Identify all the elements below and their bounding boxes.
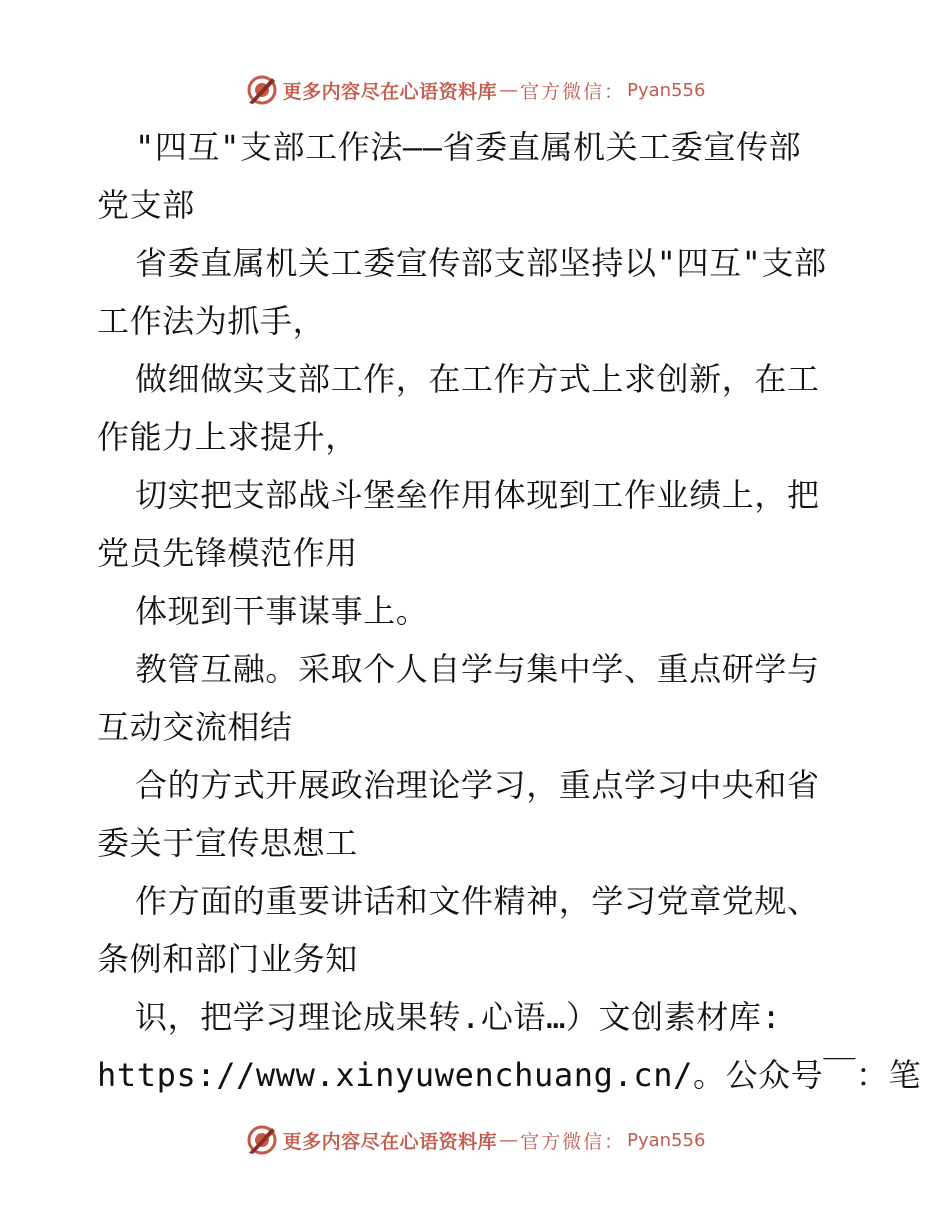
body-text-line: 体现到干事谋事上。 bbox=[135, 592, 429, 630]
body-text-line: 党支部 bbox=[97, 186, 195, 224]
body-text-line: 互动交流相结 bbox=[97, 708, 293, 746]
body-text-line: 切实把支部战斗堡垒作用体现到工作业绩上，把 bbox=[135, 476, 820, 514]
watermark-separator: — bbox=[499, 79, 519, 101]
body-text-line: https://www.xinyuwenchuang.cn/。公众号￣：笔 bbox=[97, 1056, 922, 1094]
watermark-wechat-id: Pyan556 bbox=[627, 79, 706, 101]
body-text-line: 合的方式开展政治理论学习，重点学习中央和省 bbox=[135, 766, 820, 804]
body-text-line: 作方面的重要讲话和文件精神，学习党章党规、 bbox=[135, 882, 820, 920]
watermark-main-text: 更多内容尽在心语资料库 bbox=[282, 1130, 498, 1153]
body-text-line: 识，把学习理论成果转.心语…）文创素材库: bbox=[135, 998, 782, 1036]
body-text-line: 教管互融。采取个人自学与集中学、重点研学与 bbox=[135, 650, 820, 688]
watermark-separator: — bbox=[499, 1129, 519, 1151]
watermark-wechat-label: 官方微信： bbox=[520, 80, 626, 103]
watermark-wechat-label: 官方微信： bbox=[520, 1130, 626, 1153]
quill-seal-icon bbox=[245, 1123, 279, 1157]
body-text-line: 做细做实支部工作，在工作方式上求创新，在工 bbox=[135, 360, 820, 398]
footer-watermark bbox=[0, 1120, 950, 1160]
body-text-line: 省委直属机关工委宣传部支部坚持以"四互"支部 bbox=[135, 244, 827, 282]
watermark-wechat-id: Pyan556 bbox=[627, 1129, 706, 1151]
document-body bbox=[97, 118, 922, 1104]
body-text-line: 委关于宣传思想工 bbox=[97, 824, 358, 862]
quill-seal-icon bbox=[245, 73, 279, 107]
body-text-line: 条例和部门业务知 bbox=[97, 940, 358, 978]
body-text-line: "四互"支部工作法——省委直属机关工委宣传部 bbox=[135, 128, 802, 166]
body-text-line: 作能力上求提升， bbox=[97, 418, 358, 456]
watermark-main-text: 更多内容尽在心语资料库 bbox=[282, 80, 498, 103]
header-watermark bbox=[0, 70, 950, 110]
body-text-line: 党员先锋模范作用 bbox=[97, 534, 358, 572]
body-text-line: 工作法为抓手， bbox=[97, 302, 326, 340]
